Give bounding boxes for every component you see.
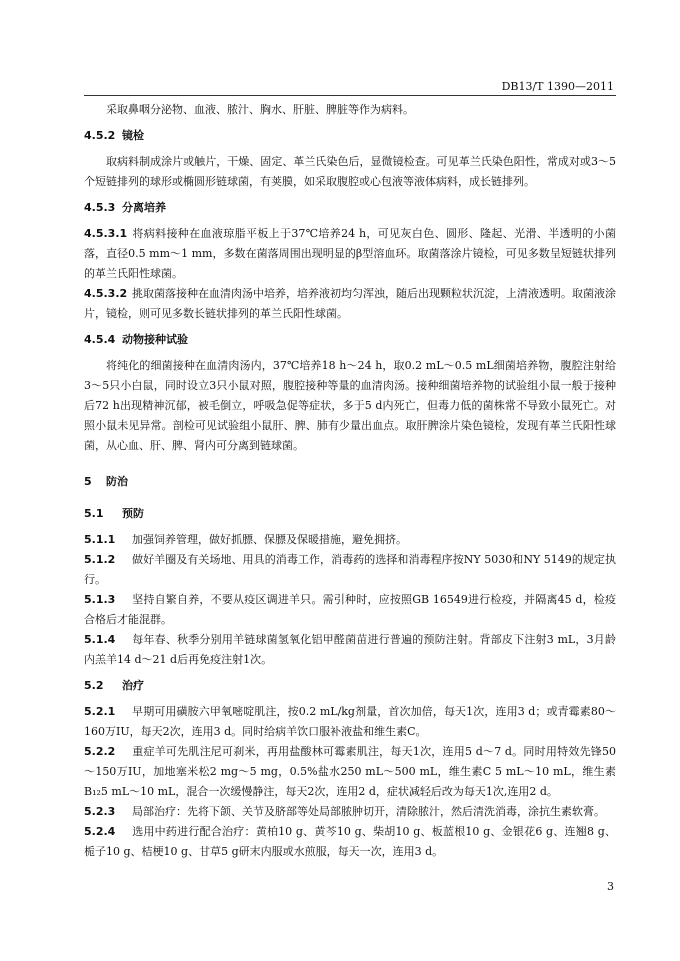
section-number: 4.5.2 <box>84 129 116 142</box>
paragraph: 取病料制成涂片或触片，干燥、固定、革兰氏染色后，显微镜检查。可见革兰氏染色阳性，常成对或3～5个短链排列的球形或椭圆形链球菌，有荚膜，如采取腹腔或心包液等液体病料，成长链排列。 <box>84 155 616 188</box>
clause-text: 做好羊圈及有关场地、用具的消毒工作，消毒药的选择和消毒程序按NY 5030和NY 5149的规定执行。 <box>84 553 616 586</box>
clause-number: 5.2.1 <box>84 705 116 718</box>
clause-number: 5.2.2 <box>84 745 116 758</box>
clause-text: 每年春、秋季分别用羊链球菌氢氧化铝甲醛菌苗进行普遍的预防注射。背部皮下注射3 mL，3月龄内羔羊14 d～21 d后再免疫注射1次。 <box>84 633 616 666</box>
page-number: 3 <box>607 880 614 893</box>
clause-item <box>84 590 616 630</box>
section-title: 分离培养 <box>122 201 166 214</box>
section-heading <box>84 330 616 350</box>
section-title: 治疗 <box>122 679 144 692</box>
clause-text: 加强饲养管理，做好抓膘、保膘及保暖措施，避免拥挤。 <box>132 533 407 546</box>
clause-item <box>84 630 616 670</box>
section-number: 5 <box>84 475 92 488</box>
clause-number: 5.2.4 <box>84 825 116 838</box>
section-heading <box>84 504 616 524</box>
section-title: 防治 <box>106 475 128 488</box>
header-rule <box>84 95 616 96</box>
clause-number: 5.2.3 <box>84 805 116 818</box>
clause-item <box>84 530 616 550</box>
clause-text: 选用中药进行配合治疗：黄柏10 g、黄芩10 g、柴胡10 g、板蓝根10 g、金银花6 g、连翘8 g、栀子10 g、桔梗10 g、甘草5 g研末内服或水煎服，每天一次，连用3 d。 <box>84 825 616 858</box>
clause-text: 坚持自繁自养，不要从疫区调进羊只。需引种时，应按照GB 16549进行检疫，并隔离45 d，检疫合格后才能混群。 <box>84 593 616 626</box>
section-heading <box>84 198 616 218</box>
clause-item <box>84 702 616 742</box>
section-title: 预防 <box>122 507 144 520</box>
section-title: 镜检 <box>122 129 144 142</box>
clause-item <box>84 224 616 284</box>
clause-number: 5.1.3 <box>84 593 116 606</box>
clause-number: 4.5.3.2 <box>84 287 128 300</box>
clause-text: 局部治疗：先将下颌、关节及脐部等处局部脓肿切开，清除脓汁，然后清洗消毒，涂抗生素软膏。 <box>132 805 605 818</box>
clause-number: 4.5.3.1 <box>84 227 128 240</box>
document-body <box>84 100 616 862</box>
section-number: 4.5.4 <box>84 333 116 346</box>
clause-item <box>84 802 616 822</box>
paragraph: 采取鼻咽分泌物、血液、脓汁、胸水、肝脏、脾脏等作为病料。 <box>106 103 414 116</box>
document-code: DB13/T 1390—2011 <box>501 80 614 93</box>
section-number: 5.2 <box>84 679 104 692</box>
clause-number: 5.1.4 <box>84 633 116 646</box>
clause-number: 5.1.2 <box>84 553 116 566</box>
clause-item <box>84 822 616 862</box>
clause-item <box>84 742 616 802</box>
clause-text: 早期可用磺胺六甲氧嘧啶肌注，按0.2 mL/kg剂量，首次加倍，每天1次，连用3 d；或青霉素80～160万IU，每天2次，连用3 d。同时给病羊饮口服补液盐和维生素C。 <box>84 705 616 738</box>
section-heading <box>84 126 616 146</box>
section-heading <box>84 676 616 696</box>
clause-text: 将病料接种在血液琼脂平板上于37℃培养24 h，可见灰白色、圆形、隆起、光滑、半透明的小菌落，直径0.5 mm～1 mm，多数在菌落周围出现明显的β型溶血环。取菌落涂片镜检，可见多数呈短链状排列的革兰氏阳性球菌。 <box>84 227 616 280</box>
section-number: 5.1 <box>84 507 104 520</box>
clause-item <box>84 550 616 590</box>
section-number: 4.5.3 <box>84 201 116 214</box>
clause-text: 挑取菌落接种在血清肉汤中培养，培养液初均匀浑浊，随后出现颗粒状沉淀，上清液透明。取菌液涂片，镜检，则可见多数长链状排列的革兰氏阳性球菌。 <box>84 287 616 320</box>
section-heading <box>84 472 616 492</box>
paragraph: 将纯化的细菌接种在血清肉汤内，37℃培养18 h～24 h，取0.2 mL～0.5 mL细菌培养物，腹腔注射给3～5只小白鼠，同时设立3只小鼠对照，腹腔接种等量的血清肉汤。接种细菌培养物的试验组小鼠一般于接种后72 h出现精神沉郁，被毛倒立，呼吸急促等症状，多于5 d内死亡，但毒力低的菌株常不导致小鼠死亡。对照小鼠未见异常。剖检可见试验组小鼠肝、脾、肺有少量出血点。取肝脾涂片染色镜检，发现有革兰氏阳性球菌，从心血、肝、脾、肾内可分离到链球菌。 <box>84 359 616 452</box>
clause-text: 重症羊可先肌注尼可刹米，再用盐酸林可霉素肌注，每天1次，连用5 d～7 d。同时用特效先锋50～150万IU，加地塞米松2 mg～5 mg，0.5%盐水250 mL～500 mL，维生素C 5 mL～10 mL，维生素B₁₂5 mL～10 mL，混合一次缓慢静注，每天2次，连用2 d，症状减轻后改为每天1次,连用2 d。 <box>84 745 616 798</box>
section-title: 动物接种试验 <box>122 333 188 346</box>
clause-number: 5.1.1 <box>84 533 116 546</box>
clause-item <box>84 284 616 324</box>
